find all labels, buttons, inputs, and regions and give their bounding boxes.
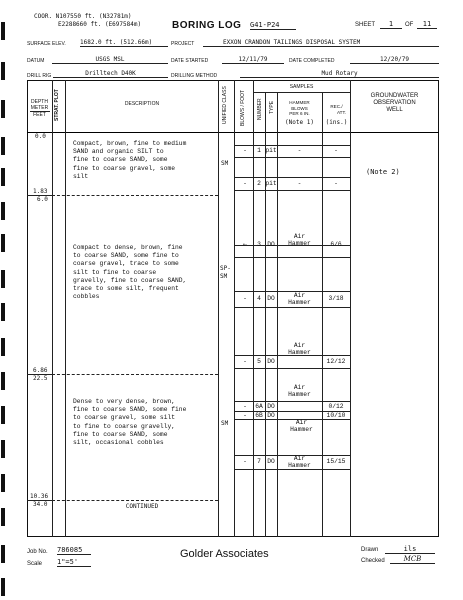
sample-1-hammer: -: [297, 147, 302, 154]
layer-boundary: [52, 500, 218, 501]
company-name: Golder Associates: [180, 548, 269, 560]
groundwater-note: (Note 2): [366, 168, 400, 176]
scale-value: 1"=5': [57, 558, 91, 567]
datum-value: USGS MSL: [52, 56, 168, 64]
sample-5-hammer-2: Hammer: [288, 349, 311, 356]
blows-dash: -: [243, 458, 247, 465]
coordinate-north: COOR. N107550 ft. (N32781m): [34, 13, 132, 20]
blows-dash: -: [243, 412, 247, 419]
sample-2-blows: -: [243, 180, 247, 187]
sample-1-number: 1: [257, 147, 261, 154]
depth-0: 0.0: [35, 133, 46, 140]
sample-5-hammer-1: Air: [293, 342, 306, 349]
hammer-note: (Note 1): [285, 119, 314, 126]
sample-7-recovery: 15/15: [326, 458, 346, 465]
sheet-total: 11: [417, 20, 437, 29]
blows-dash: -: [243, 403, 247, 410]
layer-2-description: Compact to dense, brown, fine to coarse SAND, some fine to coarse gravel, trace to some silt to fine to coarse gravelly, fine to coarse SAND, trace to some silt, frequent cobbles: [73, 244, 187, 301]
sample-1-recovery: -: [334, 147, 338, 154]
depth-header-line-3: FEET: [33, 112, 46, 118]
blows-foot-header: BLOWS / FOOT: [240, 89, 246, 126]
sample-4-recovery: 3/18: [328, 295, 344, 302]
depth-header: [27, 99, 52, 118]
layer-3-class: SM: [221, 420, 229, 427]
sample-4-type: DO: [267, 295, 275, 302]
gw-header-line-1: GROUNDWATER: [370, 93, 419, 99]
sample-3-hammer-1: Air: [293, 233, 306, 240]
depth-1-meter: 1.83: [33, 188, 48, 195]
layer-2-class-line-2: SM: [220, 273, 228, 280]
sample-6b-type: DO: [267, 412, 275, 419]
depth-1-feet: 6.0: [37, 196, 48, 203]
drill-rig-label: DRILL RIG: [27, 73, 52, 79]
recovery-header: REC./ ATT.: [323, 104, 350, 116]
sample-4-hammer-2: Hammer: [288, 299, 311, 306]
sample-5-type: DO: [267, 358, 275, 365]
blows-dash: -: [243, 295, 247, 302]
sample-5-recovery: 12/12: [326, 358, 346, 365]
depth-3-meter: 10.36: [30, 493, 49, 500]
sheet-label: SHEET: [355, 22, 376, 28]
layer-3-description: Dense to very dense, brown, fine to coarse SAND, some fine to coarse gravel, some silt to fine to coarse gravelly, fine to coarse SAND, some silt, occasional cobbles: [73, 398, 187, 447]
hammer-header: [277, 100, 322, 117]
sample-6b-number: 6B: [255, 412, 263, 419]
sample-6a-hammer-2: Hammer: [288, 391, 311, 398]
depth-3-feet: 34.0: [33, 501, 48, 508]
gw-header-line-2: OBSERVATION: [373, 100, 416, 106]
datum-label: DATUM: [27, 58, 45, 64]
layer-2-class-line-1: SP-: [220, 265, 231, 272]
description-header: DESCRIPTION: [124, 101, 160, 107]
recovery-unit: (ins.): [325, 119, 348, 126]
of-label: OF: [405, 22, 414, 28]
sample-3-type: DO: [267, 241, 275, 248]
type-header: TYPE: [269, 100, 275, 114]
sample-6a-hammer-1: Air: [293, 384, 306, 391]
layer-boundary: [52, 374, 218, 375]
coordinate-east: E2288660 ft. (E697584m): [58, 21, 142, 28]
strat-plot-header: STRAT. PLOT: [54, 89, 60, 121]
sample-4-number: 4: [257, 295, 261, 302]
project-label: PROJECT: [171, 41, 195, 47]
sample-7-number: 7: [257, 458, 261, 465]
sample-3-hammer-2: Hammer: [288, 240, 311, 247]
checked-label: Checked: [361, 558, 385, 564]
sample-1-type: pit: [265, 147, 277, 154]
sample-3-recovery: 6/6: [330, 241, 342, 248]
hammer-header-line-1: HAMMER: [289, 100, 310, 105]
sample-6b-hammer-1: Air: [295, 419, 308, 426]
sample-6a-recovery: 0/12: [328, 403, 344, 410]
drawn-value: ils: [385, 545, 435, 554]
date-completed-label: DATE COMPLETED: [289, 58, 335, 64]
date-started-value: 12/11/79: [222, 56, 284, 64]
depth-header-line-1: DEPTH: [31, 99, 48, 105]
att-label: ATT.: [336, 110, 347, 115]
surface-elev-label: SURFACE ELEV.: [27, 41, 66, 47]
blows-dash: -: [243, 358, 247, 365]
continued-label: CONTINUED: [125, 503, 159, 510]
drilling-method-value: Mud Rotary: [240, 70, 439, 78]
sample-4-hammer-1: Air: [293, 292, 306, 299]
boring-id: G41-P24: [250, 21, 296, 30]
layer-1-description: Compact, brown, fine to medium SAND and organic SILT to fine to coarse SAND, some fine to coarse gravel, some silt: [73, 140, 187, 180]
sample-2-type: pit: [265, 180, 277, 187]
checked-signature: MCB: [390, 555, 435, 564]
scale-label: Scale: [27, 561, 43, 567]
layer-1-class: SM: [221, 160, 229, 167]
sample-3-number: 3: [257, 241, 261, 248]
drawn-label: Drawn: [361, 547, 379, 553]
sample-7-hammer-2: Hammer: [288, 462, 311, 469]
rec-label: REC.: [330, 104, 342, 109]
page-title: BORING LOG: [172, 20, 242, 31]
gw-header-line-3: WELL: [386, 107, 403, 113]
depth-2-meter: 6.86: [33, 367, 48, 374]
groundwater-header: [350, 93, 439, 114]
blows-arrow: ⇠: [243, 241, 247, 248]
depth-header-line-2: METER: [30, 105, 49, 111]
unified-class-header: UNIFIED CLASS: [222, 86, 228, 124]
sample-6b-recovery: 10/10: [326, 412, 346, 419]
sample-7-type: DO: [267, 458, 275, 465]
job-no-label: Job No.: [27, 549, 48, 555]
sample-5-number: 5: [257, 358, 261, 365]
depth-2-feet: 22.5: [33, 375, 48, 382]
hammer-header-line-3: PER 6 IN.: [289, 111, 310, 116]
drill-rig-value: Drilltech D40K: [53, 70, 168, 78]
sample-6a-type: DO: [267, 403, 275, 410]
sample-6a-number: 6A: [255, 403, 263, 410]
sample-6b-hammer-2: Hammer: [290, 426, 313, 433]
sample-2-recovery: -: [334, 180, 338, 187]
date-started-label: DATE STARTED: [171, 58, 209, 64]
date-completed-value: 12/20/79: [350, 56, 439, 64]
drilling-method-label: DRILLING METHOD: [171, 73, 218, 79]
hammer-header-line-2: BLOWS: [291, 105, 308, 111]
sample-2-hammer: -: [297, 180, 302, 187]
sample-1-blows: -: [243, 147, 247, 154]
job-no-value: 786085: [57, 546, 91, 555]
samples-header: SAMPLES: [289, 84, 314, 90]
project-value: EXXON CRANDON TAILINGS DISPOSAL SYSTEM: [203, 39, 439, 47]
sheet-number: 1: [380, 20, 402, 29]
surface-elev-value: 1682.0 ft. (512.66m): [80, 39, 168, 47]
layer-boundary: [52, 195, 218, 196]
sample-7-hammer-1: Air: [293, 455, 306, 462]
number-header: NUMBER: [257, 98, 263, 120]
sample-2-number: 2: [257, 180, 261, 187]
